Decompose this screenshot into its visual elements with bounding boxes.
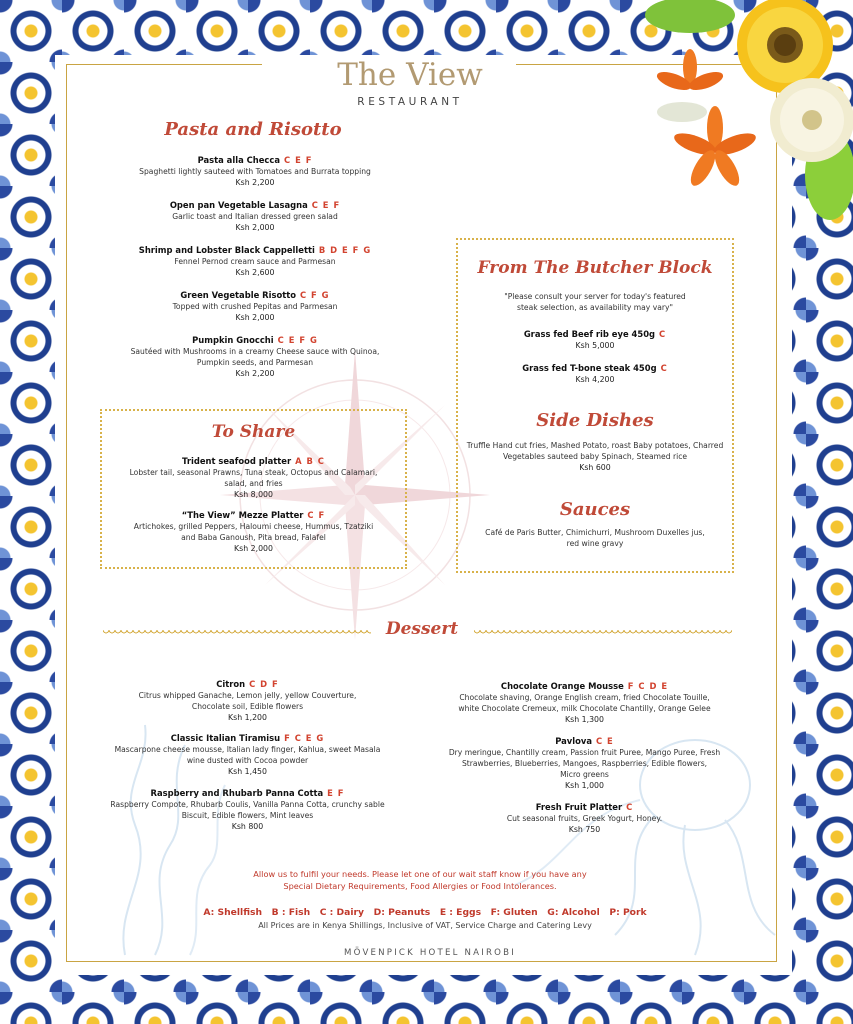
flower-bouquet-decoration [630, 0, 853, 225]
sauces [466, 527, 724, 549]
allergen-code: C [626, 802, 634, 812]
item-description: Chocolate soil, Edible flowers [191, 702, 304, 711]
allergen-code: E F [327, 788, 345, 798]
item-name: Grass fed Beef rib eye 450g [523, 329, 656, 339]
butcher-box [456, 238, 734, 573]
item-price: Ksh 1,450 [228, 767, 267, 776]
item-price: Ksh 2,000 [234, 544, 273, 553]
allergen-code: C F [307, 510, 326, 520]
butcher-section-title: From The Butcher Block [477, 258, 713, 278]
item-description: Topped with crushed Pepitas and Parmesan [172, 302, 338, 311]
allergen-code: B D E F G [318, 245, 372, 255]
item-price: Ksh 1,200 [228, 713, 267, 722]
item-price: Ksh 800 [231, 822, 264, 831]
menu-item [95, 197, 415, 233]
dessert-divider-right [474, 630, 732, 636]
item-price: Ksh 2,000 [235, 223, 275, 232]
side-dishes [460, 440, 730, 473]
butcher-note [466, 291, 724, 313]
item-price: Ksh 2,200 [235, 369, 275, 378]
menu-item [466, 360, 724, 385]
item-description: salad, and fries [224, 479, 283, 488]
menu-item [432, 678, 737, 725]
item-description: Citrus whipped Ganache, Lemon jelly, yellow Couverture, [138, 691, 357, 700]
item-name: Green Vegetable Risotto [180, 290, 296, 300]
brand-title: The View [337, 57, 483, 93]
item-price: Ksh 1,000 [565, 781, 604, 790]
allergen-code: F C D E [627, 681, 669, 691]
item-description: Dry meringue, Chantilly cream, Passion fruit Puree, Mango Puree, Fresh [448, 748, 721, 757]
item-description: Vegetables sauteed baby Spinach, Steamed rice [502, 452, 688, 461]
allergen-code: C D F [249, 679, 279, 689]
allergen-legend: A: Shellfish B : Fish C : Dairy D: Peanuts E : Eggs F: Gluten G: Alcohol P: Pork [203, 907, 647, 918]
dietary-note-line: Special Dietary Requirements, Food Allergies or Food Intolerances. [283, 881, 557, 891]
allergen-code: C [659, 329, 667, 339]
item-name: Pumpkin Gnocchi [192, 335, 274, 345]
menu-item [95, 287, 415, 323]
menu-item [108, 453, 399, 500]
item-description: Artichokes, grilled Peppers, Haloumi cheese, Hummus, Tzatziki [133, 522, 374, 531]
menu-item [95, 242, 415, 278]
item-name: Pavlova [555, 736, 592, 746]
allergen-code: C F G [299, 290, 330, 300]
sauces-section-title: Sauces [559, 499, 631, 520]
item-price: Ksh 2,600 [235, 268, 275, 277]
menu-item [108, 507, 399, 554]
item-description: Spaghetti lightly sauteed with Tomatoes and Burrata topping [139, 167, 371, 176]
allergen-code: A B C [295, 456, 325, 466]
item-name: Chocolate Orange Mousse [500, 681, 624, 691]
item-name: Trident seafood platter [182, 456, 292, 466]
share-section-title: To Share [211, 422, 296, 442]
menu-item [95, 152, 415, 188]
item-price: Ksh 2,000 [235, 313, 275, 322]
menu-item [432, 733, 737, 791]
item-price: Ksh 5,000 [575, 341, 615, 350]
item-description: Micro greens [560, 770, 609, 779]
item-description: Garlic toast and Italian dressed green salad [172, 212, 338, 221]
item-price: Ksh 8,000 [234, 490, 273, 499]
item-price: Ksh 2,200 [235, 178, 275, 187]
item-name: Shrimp and Lobster Black Cappelletti [138, 245, 315, 255]
allergen-code: C E [595, 736, 614, 746]
item-description: Fennel Pernod cream sauce and Parmesan [174, 257, 336, 266]
item-description: Mascarpone cheese mousse, Italian lady finger, Kahlua, sweet Masala [114, 745, 381, 754]
dietary-note-line: Allow us to fulfil your needs. Please let one of our wait staff know if you have any [253, 869, 587, 879]
menu-item [95, 730, 400, 777]
item-description: Cut seasonal fruits, Greek Yogurt, Honey. [506, 814, 663, 823]
dietary-note [175, 868, 665, 892]
menu-item [95, 332, 415, 379]
allergen-code: C [660, 363, 668, 373]
item-description: Raspberry Compote, Rhubarb Coulis, Vanilla Panna Cotta, crunchy sable [110, 800, 385, 809]
allergen-code: C E F G [277, 335, 318, 345]
item-name: Classic Italian Tiramisu [170, 733, 281, 743]
item-description: Lobster tail, seasonal Prawns, Tuna steak, Octopus and Calamari, [129, 468, 378, 477]
item-description: white Chocolate Cremeux, milk Chocolate Chantilly, Orange Gelee [458, 704, 711, 713]
price-disclaimer: All Prices are in Kenya Shillings, Inclusive of VAT, Service Charge and Catering Levy [258, 921, 592, 930]
menu-item [95, 785, 400, 832]
item-description: Strawberries, Blueberries, Mangoes, Raspberries, Edible flowers, [461, 759, 708, 768]
item-description: and Baba Ganoush, Pita bread, Falafel [181, 533, 326, 542]
note-line: "Please consult your server for today's featured [504, 292, 686, 301]
item-name: Grass fed T-bone steak 450g [522, 363, 657, 373]
item-name: Raspberry and Rhubarb Panna Cotta [150, 788, 324, 798]
item-name: Citron [216, 679, 246, 689]
item-name: Open pan Vegetable Lasagna [169, 200, 308, 210]
item-name: “The View” Mezze Platter [181, 510, 304, 520]
menu-item [95, 676, 400, 723]
item-description: Pumpkin seeds, and Parmesan [196, 358, 314, 367]
item-description: Sautéed with Mushrooms in a creamy Cheese sauce with Quinoa, [130, 347, 380, 356]
item-price: Ksh 1,300 [565, 715, 604, 724]
side-section-title: Side Dishes [536, 410, 654, 431]
item-description: Truffle Hand cut fries, Mashed Potato, roast Baby potatoes, Charred [466, 441, 724, 450]
item-price: Ksh 600 [579, 463, 611, 472]
pasta-section-title: Pasta and Risotto [164, 119, 342, 140]
item-description: Chocolate shaving, Orange English cream, fried Chocolate Touille, [459, 693, 710, 702]
menu-item [432, 799, 737, 835]
item-description: red wine gravy [566, 539, 624, 548]
allergen-code: F C E G [284, 733, 325, 743]
dessert-divider-left [103, 630, 371, 636]
brand-subtitle: RESTAURANT [357, 96, 463, 108]
item-price: Ksh 4,200 [575, 375, 615, 384]
item-name: Pasta alla Checca [197, 155, 281, 165]
item-name: Fresh Fruit Platter [535, 802, 623, 812]
item-description: Café de Paris Butter, Chimichurri, Mushroom Duxelles jus, [485, 528, 705, 537]
item-description: Biscuit, Edible flowers, Mint leaves [181, 811, 314, 820]
note-line: steak selection, as availability may vary" [517, 303, 673, 312]
dessert-section-title: Dessert [385, 619, 459, 639]
item-description: wine dusted with Cocoa powder [186, 756, 309, 765]
allergen-code: C E F [311, 200, 341, 210]
item-price: Ksh 750 [568, 825, 601, 834]
allergen-code: C E F [284, 155, 313, 165]
menu-item [466, 326, 724, 351]
hotel-name: MÖVENPICK HOTEL NAIROBI [344, 948, 516, 958]
